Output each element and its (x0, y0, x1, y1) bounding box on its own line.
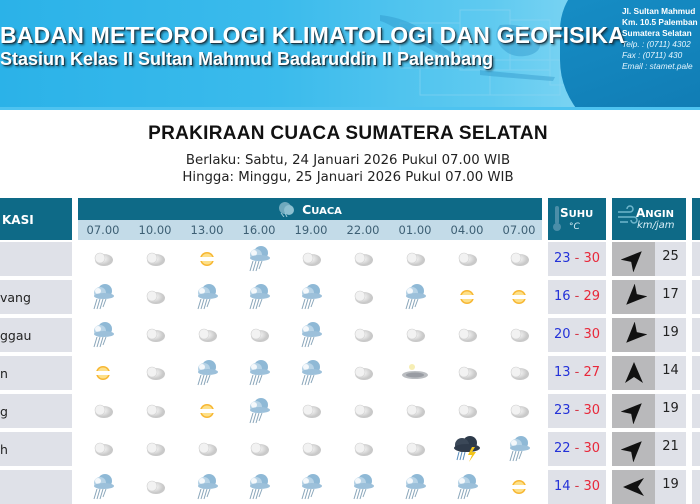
weather-cloudy-icon (493, 318, 545, 352)
temp-min: 20 (553, 327, 571, 342)
weather-cloudy-icon (337, 318, 389, 352)
time-slot-label: 07.00 (502, 223, 536, 237)
weather-rain-icon (77, 280, 129, 314)
weather-cloud-icon (278, 201, 296, 217)
wind-speed: 14 (655, 356, 686, 390)
temp-min: 16 (553, 289, 571, 304)
next-column-cell (692, 318, 700, 352)
time-slot-label: 16.00 (242, 223, 276, 237)
address-line: Km. 10.5 Palemban (622, 17, 698, 27)
wind-header-label: ANGIN (636, 206, 674, 220)
weather-cloudy-icon (77, 432, 129, 466)
next-column-cell (692, 242, 700, 276)
weather-rain-icon (181, 356, 233, 390)
weather-sunny-icon (181, 242, 233, 276)
page-title: PRAKIRAAN CUACA SUMATERA SELATAN (148, 123, 548, 144)
weather-cloudy-icon (441, 242, 493, 276)
next-column-cell (692, 356, 700, 390)
table-row (0, 318, 700, 352)
weather-rain-icon (181, 470, 233, 504)
weather-rain-icon (233, 242, 285, 276)
weather-cloudy-icon (337, 242, 389, 276)
location-column-header: KASI (0, 198, 72, 240)
time-slot-label: 04.00 (450, 223, 484, 237)
location-name: g (0, 394, 72, 428)
time-slot-label: 10.00 (138, 223, 172, 237)
table-row (0, 242, 700, 276)
weather-cloudy-icon (129, 432, 181, 466)
next-column-header (692, 198, 700, 240)
weather-cloudy-icon (181, 318, 233, 352)
location-name (0, 242, 72, 276)
weather-cloudy-icon (337, 432, 389, 466)
weather-sunny-icon (77, 356, 129, 390)
banner-divider (0, 107, 700, 110)
weather-cloudy-icon (389, 432, 441, 466)
next-column-cell (692, 280, 700, 314)
weather-cloudy-icon (233, 318, 285, 352)
weather-rain-icon (285, 318, 337, 352)
temperature-range: 13 - 27 (548, 356, 606, 390)
weather-rain-icon (233, 280, 285, 314)
weather-rain-icon (337, 470, 389, 504)
weather-cloudy-icon (181, 432, 233, 466)
weather-rain-icon (77, 470, 129, 504)
wind-speed: 19 (655, 394, 686, 428)
valid-from: Berlaku: Sabtu, 24 Januari 2026 Pukul 07.00 WIB (185, 153, 511, 168)
weather-cloudy-icon (129, 242, 181, 276)
email: Email : stamet.pale (622, 61, 693, 71)
temp-min: 13 (553, 365, 571, 380)
table-row (0, 470, 700, 504)
location-name: vang (0, 280, 72, 314)
next-column-cell (692, 470, 700, 504)
weather-rain-icon (181, 280, 233, 314)
weather-cloudy-icon (233, 432, 285, 466)
temperature-range: 22 - 30 (548, 432, 606, 466)
temp-max: 30 (583, 479, 601, 494)
temp-header-label: SUHU (560, 206, 594, 220)
time-slot-label: 13.00 (190, 223, 224, 237)
temp-min: 14 (553, 479, 571, 494)
weather-cloudy-icon (493, 242, 545, 276)
address-line: Sumatera Selatan (622, 28, 692, 38)
location-name: h (0, 432, 72, 466)
station-name: Stasiun Kelas II Sultan Mahmud Badaruddin II Palembang (0, 49, 494, 69)
temperature-column-header (548, 198, 606, 240)
wind-icon (616, 204, 638, 230)
weather-sunny-icon (493, 470, 545, 504)
weather-cloudy-icon (129, 318, 181, 352)
agency-name: BADAN METEOROLOGI KLIMATOLOGI DAN GEOFISIKA (0, 22, 625, 48)
temperature-range: 16 - 29 (548, 280, 606, 314)
weather-sunny-icon (181, 394, 233, 428)
location-name: ggau (0, 318, 72, 352)
temp-min: 23 (553, 403, 571, 418)
temp-max: 29 (583, 289, 601, 304)
time-slot-label: 07.00 (86, 223, 120, 237)
weather-cloudy-icon (337, 280, 389, 314)
location-name: n (0, 356, 72, 390)
wind-direction-arrow-icon (612, 432, 655, 466)
weather-rain-icon (233, 356, 285, 390)
wind-direction-arrow-icon (612, 242, 655, 276)
temp-max: 30 (583, 403, 601, 418)
wind-column-header (612, 198, 686, 240)
table-row (0, 280, 700, 314)
weather-cloudy-icon (337, 394, 389, 428)
temp-min: 23 (553, 251, 571, 266)
weather-cloudy-icon (77, 394, 129, 428)
temp-max: 30 (583, 441, 601, 456)
weather-sunny-icon (493, 280, 545, 314)
weather-cloudy-icon (129, 356, 181, 390)
address-line: Jl. Sultan Mahmud (622, 6, 696, 16)
wind-unit: km/jam (637, 220, 675, 231)
weather-rain-icon (441, 470, 493, 504)
temp-unit: °C (569, 222, 580, 232)
weather-cloudy-icon (285, 432, 337, 466)
weather-column-header (78, 198, 542, 220)
weather-rain-icon (389, 470, 441, 504)
wind-speed: 19 (655, 470, 686, 504)
weather-cloudy-icon (285, 242, 337, 276)
weather-cloudy-icon (441, 356, 493, 390)
temperature-range: 23 - 30 (548, 242, 606, 276)
weather-rain-icon (285, 280, 337, 314)
weather-rain-icon (233, 394, 285, 428)
table-row (0, 432, 700, 466)
temp-max: 27 (583, 365, 601, 380)
weather-cloudy-icon (493, 394, 545, 428)
weather-rain-icon (233, 470, 285, 504)
table-row (0, 356, 700, 390)
weather-header-initial: C (302, 202, 312, 217)
time-slot-label: 22.00 (346, 223, 380, 237)
temperature-range: 14 - 30 (548, 470, 606, 504)
wind-speed: 19 (655, 318, 686, 352)
weather-cloudy-icon (441, 394, 493, 428)
next-column-cell (692, 394, 700, 428)
wind-speed: 17 (655, 280, 686, 314)
wind-direction-arrow-icon (612, 394, 655, 428)
wind-direction-arrow-icon (612, 280, 655, 314)
weather-rain-icon (77, 318, 129, 352)
weather-cloudy-icon (389, 394, 441, 428)
wind-speed: 21 (655, 432, 686, 466)
temp-min: 22 (553, 441, 571, 456)
temp-max: 30 (583, 327, 601, 342)
wind-direction-arrow-icon (612, 318, 655, 352)
table-row (0, 394, 700, 428)
weather-rain-icon (285, 470, 337, 504)
time-slots-bar (78, 220, 542, 240)
weather-cloudy-icon (77, 242, 129, 276)
weather-haze-icon (389, 356, 441, 390)
weather-header-label: UACA (311, 206, 342, 217)
wind-direction-arrow-icon (612, 356, 655, 390)
weather-cloudy-icon (285, 394, 337, 428)
temperature-range: 20 - 30 (548, 318, 606, 352)
weather-rain-icon (285, 356, 337, 390)
telephone: Telp. : (0711) 4302 (622, 39, 691, 49)
weather-sunny-icon (441, 280, 493, 314)
time-slot-label: 19.00 (294, 223, 328, 237)
wind-speed: 25 (655, 242, 686, 276)
fax: Fax : (0711) 430 (622, 50, 683, 60)
valid-to: Hingga: Minggu, 25 Januari 2026 Pukul 07.00 WIB (182, 170, 514, 185)
weather-cloudy-icon (337, 356, 389, 390)
weather-rain-icon (389, 280, 441, 314)
weather-cloudy-icon (441, 318, 493, 352)
weather-cloudy-icon (129, 470, 181, 504)
weather-thunderstorm-icon (441, 432, 493, 466)
weather-cloudy-icon (493, 356, 545, 390)
weather-rain-icon (493, 432, 545, 466)
weather-cloudy-icon (389, 318, 441, 352)
wind-direction-arrow-icon (612, 470, 655, 504)
weather-cloudy-icon (389, 242, 441, 276)
temperature-range: 23 - 30 (548, 394, 606, 428)
forecast-heading (0, 123, 700, 186)
next-column-cell (692, 432, 700, 466)
temp-max: 30 (583, 251, 601, 266)
station-contact (622, 6, 698, 72)
weather-cloudy-icon (129, 280, 181, 314)
header-banner (0, 0, 700, 110)
weather-cloudy-icon (129, 394, 181, 428)
location-name (0, 470, 72, 504)
time-slot-label: 01.00 (398, 223, 432, 237)
